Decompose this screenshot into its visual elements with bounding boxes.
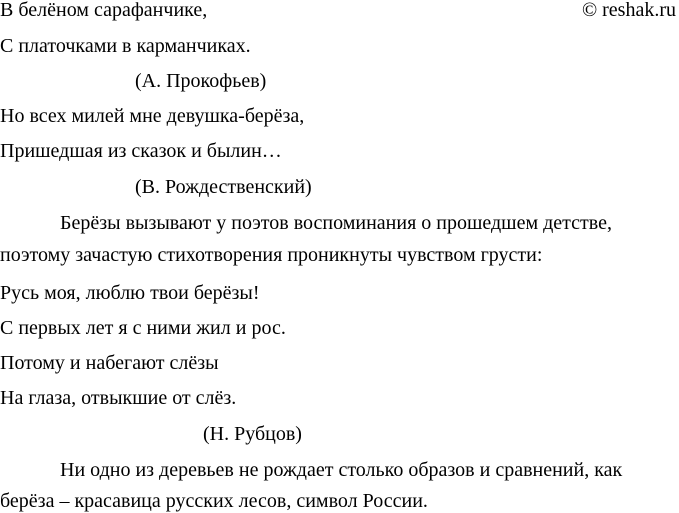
poem-line: В белёном сарафанчике, bbox=[0, 0, 208, 21]
poem-line: Но всех милей мне девушка-берёза, bbox=[0, 105, 305, 127]
paragraph-line: берёза – красавица русских лесов, символ России. bbox=[0, 490, 428, 512]
watermark: © reshak.ru bbox=[581, 0, 676, 21]
paragraph-line: Ни одно из деревьев не рождает столько образов и сравнений, как bbox=[60, 459, 623, 481]
paragraph-line: поэтому зачастую стихотворения проникнуты чувством грусти: bbox=[0, 244, 543, 266]
poem-author: (В. Рождественский) bbox=[135, 176, 312, 198]
poem-line: С первых лет я с ними жил и рос. bbox=[0, 317, 286, 339]
poem-line: Русь моя, люблю твои берёзы! bbox=[0, 282, 260, 304]
poem-line: С платочками в карманчиках. bbox=[0, 35, 251, 57]
poem-line: Потому и набегают слёзы bbox=[0, 352, 219, 374]
paragraph-line: Берёзы вызывают у поэтов воспоминания о прошедшем детстве, bbox=[60, 212, 612, 234]
poem-author: (А. Прокофьев) bbox=[135, 70, 267, 92]
poem-line: Пришедшая из сказок и былин… bbox=[0, 140, 282, 162]
poem-author: (Н. Рубцов) bbox=[203, 423, 302, 445]
poem-line: На глаза, отвыкшие от слёз. bbox=[0, 387, 237, 409]
